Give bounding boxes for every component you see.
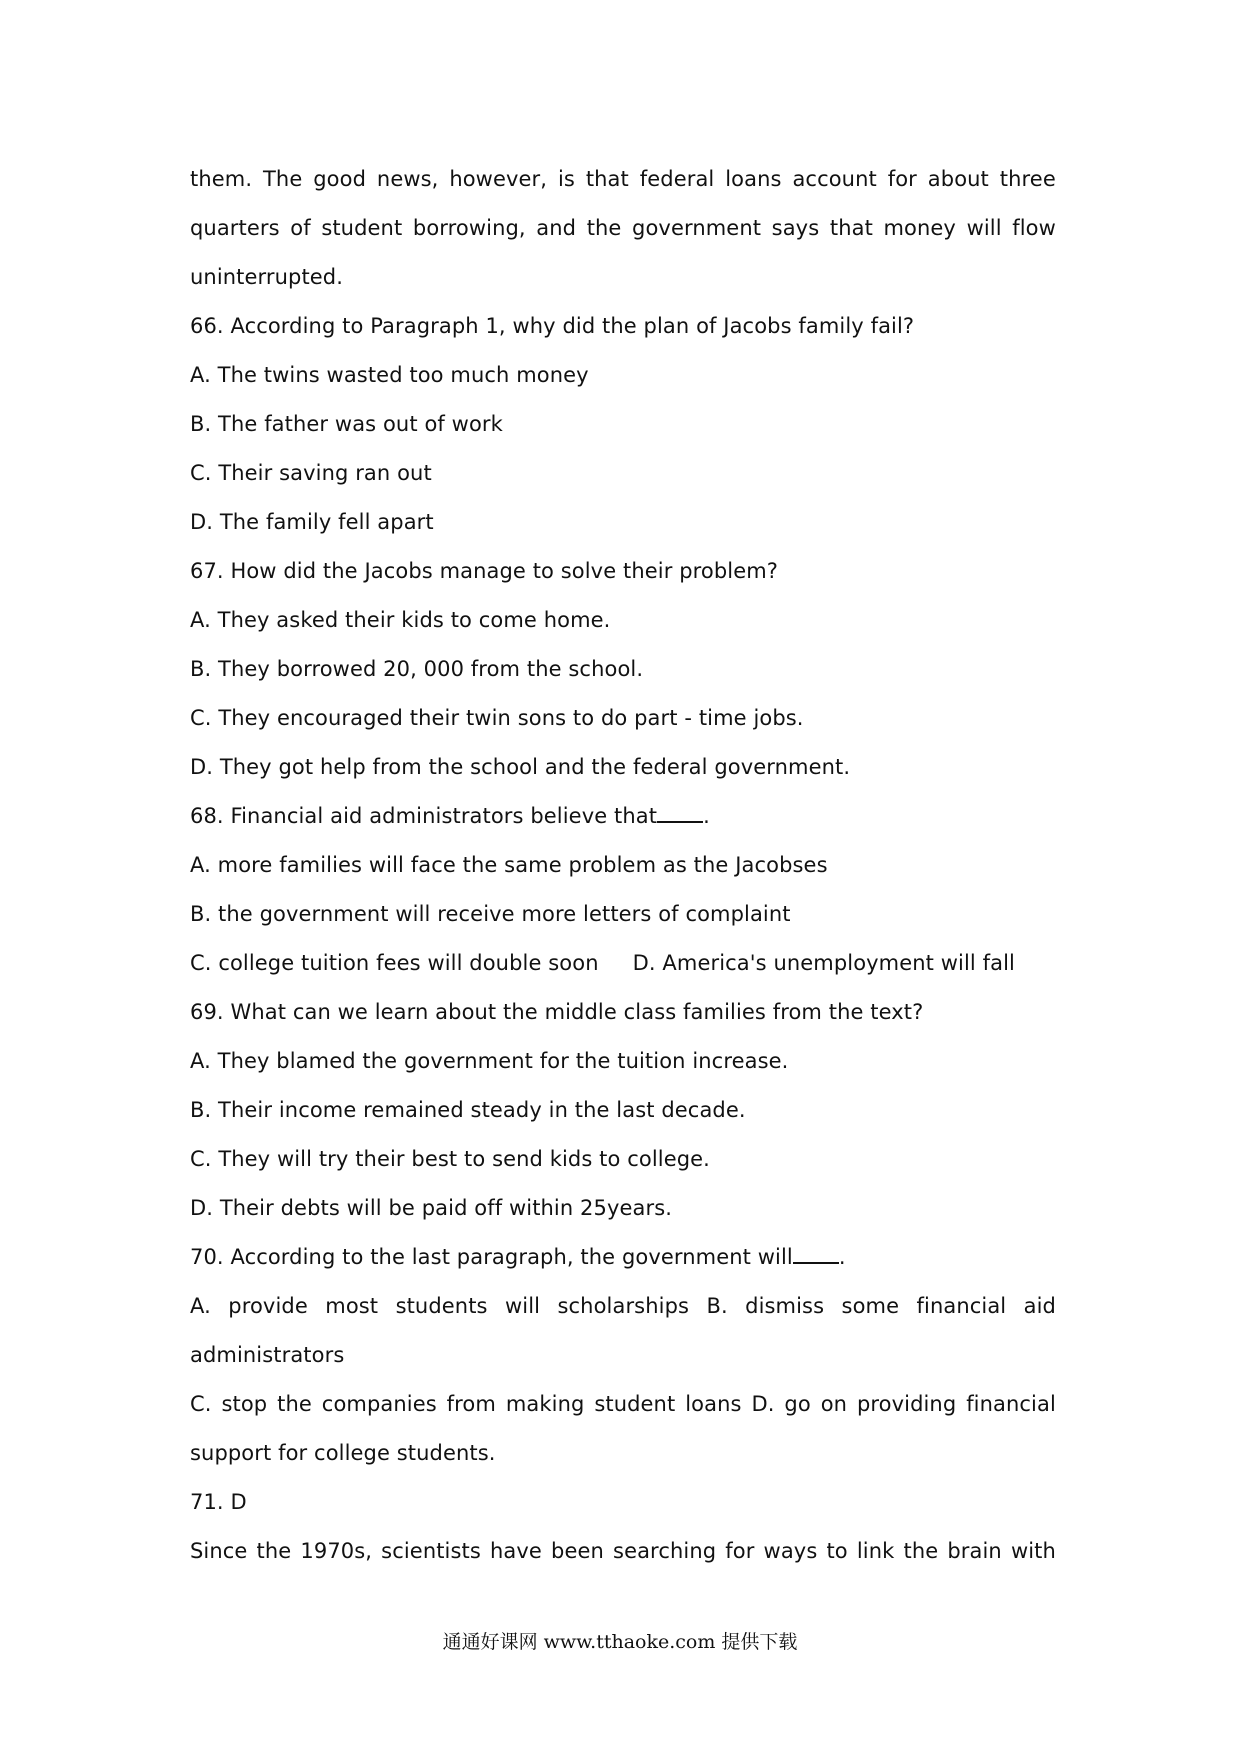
word: three [999,167,1056,191]
word: that [585,167,629,191]
word: financial [916,1294,1007,1318]
word: will [966,216,1002,240]
question-69-stem: 69. What can we learn about the middle class families from the text? [190,1000,924,1024]
answer-blank [657,805,703,823]
word: says [771,216,820,240]
section-71-first-line [190,1527,1056,1576]
question-70-stem-line [190,1233,1056,1282]
question-69-option-b: B. Their income remained steady in the last decade. [190,1098,746,1122]
word: is [557,167,575,191]
word: dismiss [745,1294,825,1318]
question-66-option-c: C. Their saving ran out [190,461,432,485]
word: however, [449,167,548,191]
question-66-option-b: B. The father was out of work [190,412,503,436]
question-67-option-b: B. They borrowed 20, 000 from the school. [190,657,644,681]
question-68-option-c: C. college tuition fees will double soon [190,951,599,975]
word: go [784,1392,811,1416]
word: The [263,167,303,191]
question-69-option-c: C. They will try their best to send kids to college. [190,1147,710,1171]
question-70-stem-end: . [838,1245,846,1269]
word: companies [321,1392,437,1416]
word: account [792,167,877,191]
question-67-option-a: A. They asked their kids to come home. [190,608,611,632]
question-68-options-cd [190,939,1056,988]
word: about [927,167,989,191]
word: provide [228,1294,308,1318]
word: students [395,1294,488,1318]
word: the [903,1539,939,1563]
word: flow [1012,216,1056,240]
word: and [536,216,577,240]
word: good [313,167,367,191]
word: some [841,1294,900,1318]
word: scholarships [557,1294,690,1318]
word: for [887,167,917,191]
question-68-option-b: B. the government will receive more letters of complaint [190,902,791,926]
word: news, [376,167,439,191]
word: stop [221,1392,268,1416]
question-67-option-d: D. They got help from the school and the federal government. [190,755,851,779]
word: with [1010,1539,1056,1563]
question-67-stem: 67. How did the Jacobs manage to solve their problem? [190,559,779,583]
question-68-option-a: A. more families will face the same problem as the Jacobses [190,853,828,877]
word: student [321,216,403,240]
word: A. [190,1294,211,1318]
word: D. [751,1392,775,1416]
word: Since [190,1539,248,1563]
word: student [594,1392,676,1416]
question-69-option-a: A. They blamed the government for the tuition increase. [190,1049,789,1073]
word: from [446,1392,496,1416]
word: financial [966,1392,1056,1416]
word: B. [706,1294,728,1318]
word: most [325,1294,379,1318]
passage-tail-line-1 [190,155,1056,204]
question-66-option-a: A. The twins wasted too much money [190,363,589,387]
question-70-options-ab [190,1282,1056,1331]
word: loans [685,1392,742,1416]
question-68-stem-line [190,792,1056,841]
word: brain [947,1539,1002,1563]
word: scientists [381,1539,481,1563]
word: making [505,1392,585,1416]
word: money [883,216,956,240]
word: loans [725,167,782,191]
word: on [820,1392,848,1416]
question-66-stem: 66. According to Paragraph 1, why did the plan of Jacobs family fail? [190,314,915,338]
word: searching [613,1539,717,1563]
word: the [256,1539,292,1563]
word: been [551,1539,604,1563]
word: borrowing, [412,216,526,240]
question-70-options-cd [190,1380,1056,1429]
word: for [725,1539,755,1563]
passage-tail-line-3: uninterrupted. [190,265,344,289]
word: of [290,216,311,240]
page-footer: 通通好课网 www.tthaoke.com 提供下载 [442,1631,798,1653]
word: link [856,1539,895,1563]
question-69-option-d: D. Their debts will be paid off within 25years. [190,1196,673,1220]
word: to [826,1539,848,1563]
question-68-stem: 68. Financial aid administrators believe that [190,804,658,828]
word: the [277,1392,312,1416]
question-68-stem-end: . [703,804,710,828]
word: government [632,216,762,240]
question-70-option-b-continued: administrators [190,1343,345,1367]
section-71-label: 71. D [190,1490,247,1514]
question-70-option-d-continued: support for college students. [190,1441,496,1465]
word: aid [1023,1294,1056,1318]
question-68-option-d: D. America's unemployment will fall [632,951,1015,975]
word: have [490,1539,542,1563]
question-66-option-d: D. The family fell apart [190,510,434,534]
word: providing [856,1392,957,1416]
word: that [829,216,873,240]
word: will [505,1294,541,1318]
page-body [190,155,1056,1576]
word: ways [763,1539,818,1563]
passage-tail-line-2 [190,204,1056,253]
word: them. [190,167,253,191]
word: quarters [190,216,280,240]
word: federal [639,167,715,191]
word: 1970s, [300,1539,373,1563]
word: the [586,216,622,240]
word: C. [190,1392,212,1416]
question-70-stem: 70. According to the last paragraph, the government will [190,1245,793,1269]
question-67-option-c: C. They encouraged their twin sons to do part - time jobs. [190,706,804,730]
answer-blank [793,1246,839,1264]
